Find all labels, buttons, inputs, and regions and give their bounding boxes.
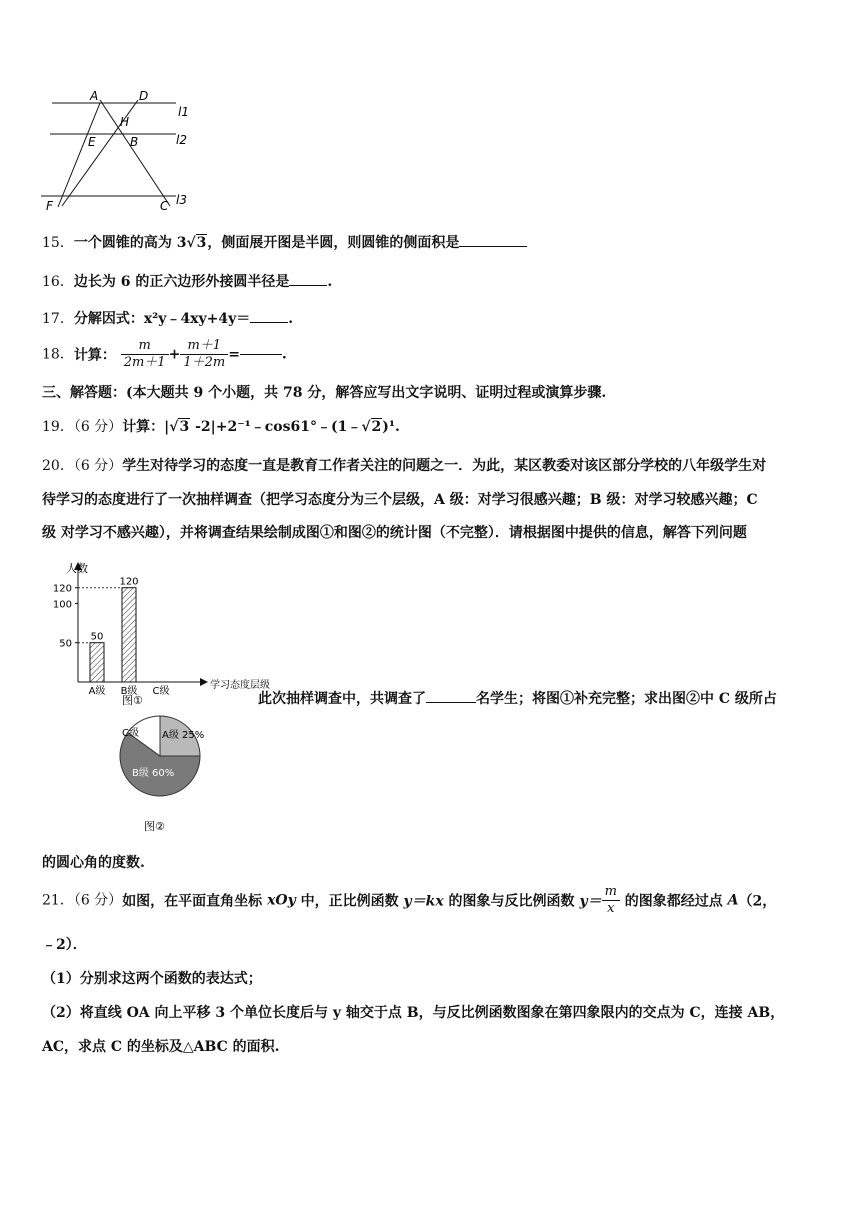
category-label: A级 (88, 686, 106, 697)
question-15 (42, 232, 527, 252)
sqrt-arg: 3 (179, 419, 190, 435)
pie-chart (110, 712, 210, 836)
fraction-denominator: 2m＋1 (123, 355, 166, 370)
answer-blank (426, 702, 476, 703)
question-text: 计算：| (122, 419, 170, 435)
pie-label-a: A级 25% (162, 730, 205, 741)
question-number: 21． (42, 892, 74, 909)
side-text-a: 此次抽样调查中，共调查了 (258, 691, 426, 707)
question-21-part-1: （1）分别求这两个函数的表达式； (42, 971, 262, 987)
label-l2: l2 (176, 133, 187, 147)
question-score: （6 分） (73, 892, 123, 909)
question-21-part-2: （2）将直线 OA 向上平移 3 个单位长度后与 y 轴交于点 B，与反比例函数图象在第四象限内的交点为 C，连接 AB， (42, 1005, 785, 1021)
period: . (327, 274, 333, 290)
x-axis-label: 学习态度层级 (210, 680, 270, 691)
geometry-figure (38, 86, 198, 216)
question-number: 16． (42, 274, 74, 290)
question-21-line-1 (42, 884, 776, 917)
category-label: C级 (152, 686, 170, 697)
equals-sign: = (228, 346, 240, 363)
data-label: 50 (90, 631, 104, 643)
y-tick-label: 120 (52, 583, 72, 595)
data-label: 120 (119, 576, 139, 588)
question-21-part-3: AC，求点 C 的坐标及△ABC 的面积. (42, 1039, 280, 1055)
question-text-cont: -2|+2⁻¹﹣cos61°﹣(1﹣ (190, 419, 362, 435)
y-tick-label: 100 (52, 599, 72, 611)
period: . (281, 346, 287, 363)
sqrt-arg: 2 (371, 419, 382, 435)
question-text: 分解因式：x²y﹣4xy+4y＝ (73, 311, 251, 327)
question-score: （6 分） (73, 458, 123, 474)
math-xoy: xOy (267, 892, 296, 909)
pie-label-c: C级 (122, 728, 139, 739)
label-A: A (90, 89, 99, 103)
answer-blank (459, 246, 527, 247)
fraction-numerator: m＋1 (180, 338, 228, 355)
sqrt-symbol: √ (169, 419, 179, 435)
sqrt-arg: 3 (196, 235, 207, 251)
y-axis-label: 人数 (66, 562, 88, 575)
question-18 (42, 338, 287, 371)
label-D: D (139, 89, 149, 103)
question-20-last-line: 的圆心角的度数. (42, 855, 145, 871)
plus-sign: + (168, 346, 181, 363)
question-text: 学生对待学习的态度一直是教育工作者关注的问题之一．为此，某区教委对该区部分学校的八年级学生对 (122, 458, 767, 474)
question-score: （6 分） (73, 419, 123, 435)
fraction-m-x (602, 884, 620, 917)
math-ykx: y＝kx (403, 893, 444, 910)
text: （2， (738, 893, 777, 910)
sqrt-symbol: √ (186, 235, 196, 251)
answer-blank (240, 354, 282, 355)
text: 的图象与反比例函数 (443, 893, 580, 910)
fraction-1 (121, 338, 169, 371)
text: 中，正比例函数 (295, 893, 404, 910)
fraction-denominator: x (607, 901, 615, 916)
label-C: C (160, 199, 169, 213)
sqrt-symbol: √ (361, 419, 371, 435)
math-y-eq: y＝ (579, 893, 602, 910)
section-heading: 三、解答题：(本大题共 9 个小题，共 78 分，解答应写出文字说明、证明过程或演算步骤. (42, 385, 607, 401)
answer-blank (289, 285, 327, 286)
question-number: 19． (42, 419, 74, 435)
question-text: 计算： (73, 347, 116, 364)
text: 如图，在平面直角坐标 (122, 893, 268, 910)
label-E: E (88, 135, 96, 149)
pie-label-b: B级 60% (132, 768, 175, 779)
point-a: A (727, 892, 739, 909)
question-number: 15． (42, 235, 74, 251)
question-number: 18． (42, 346, 74, 363)
category-label: B级 (120, 686, 138, 697)
fraction-2 (180, 338, 228, 371)
bar-chart (44, 558, 270, 708)
question-16 (42, 271, 332, 291)
period: . (288, 311, 294, 327)
answer-blank (250, 322, 288, 323)
fraction-numerator: m (121, 338, 169, 355)
y-tick-label: 50 (59, 638, 72, 650)
question-number: 20． (42, 458, 74, 474)
question-17 (42, 308, 293, 328)
question-text-cont: ，侧面展开图是半圆，则圆锥的侧面积是 (207, 235, 460, 251)
label-B: B (130, 135, 139, 149)
question-number: 17． (42, 311, 74, 327)
question-20-side-text (258, 688, 777, 708)
label-F: F (46, 199, 53, 213)
x-axis-arrow (200, 678, 208, 686)
question-text: 边长为 6 的正六边形外接圆半径是 (73, 274, 290, 290)
question-19 (42, 416, 400, 436)
label-H: H (120, 115, 130, 129)
bar-a (90, 643, 104, 682)
text: 的图象都经过点 (619, 893, 728, 910)
chart-caption: 图② (144, 820, 165, 833)
question-text-end: )¹. (382, 419, 400, 435)
question-20-line-1 (42, 448, 766, 484)
fraction-numerator: m (602, 884, 620, 901)
bar-b (122, 588, 136, 682)
side-text-b: 名学生；将图①补充完整；求出图②中 C 级所占 (476, 691, 777, 707)
label-l1: l1 (178, 105, 189, 119)
question-text: 一个圆锥的高为 3 (73, 235, 187, 251)
question-20-line-3: 级 对学习不感兴趣），并将调查结果绘制成图①和图②的统计图（不完整）．请根据图中提供的信息，解答下列问题 (42, 525, 747, 541)
chart-caption: 图① (122, 694, 143, 707)
fraction-denominator: 1＋2m (183, 355, 226, 370)
question-21-line-2: ﹣2）． (42, 937, 87, 953)
label-l3: l3 (176, 193, 187, 207)
question-20-line-2: 待学习的态度进行了一次抽样调查（把学习态度分为三个层级，A 级：对学习很感兴趣；B 级：对学习较感兴趣；C (42, 492, 758, 508)
